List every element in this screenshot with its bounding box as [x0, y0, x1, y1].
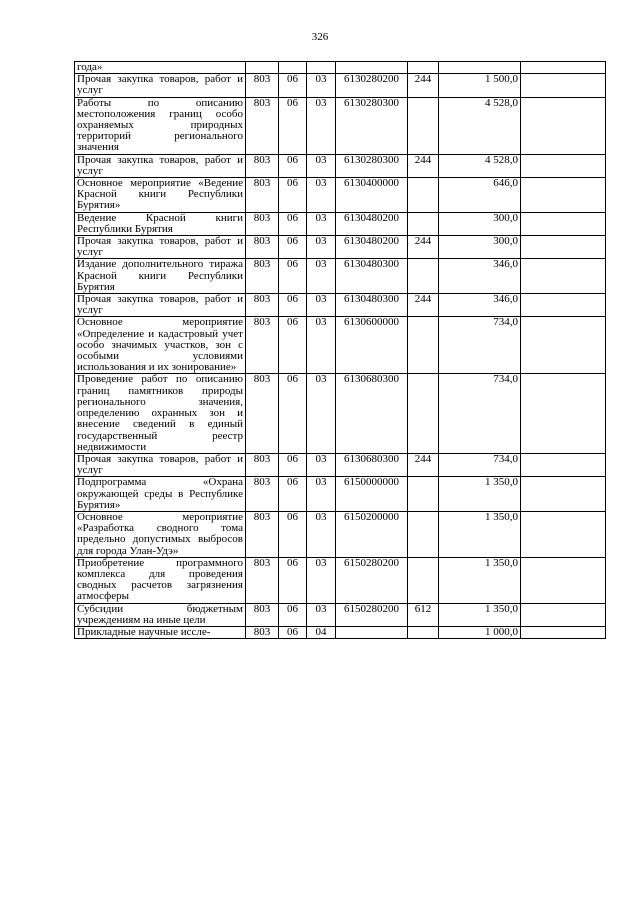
row-vr-cell: 244 — [408, 154, 439, 177]
row-rz-cell: 06 — [279, 178, 307, 213]
row-vr-cell: 244 — [408, 294, 439, 317]
row-name-cell: Проведение работ по описанию границ памятников природы регионального значения, определению охранных зон и внесение сведений в единый государственный реестр недвижимости — [75, 374, 246, 453]
row-pr-cell: 03 — [307, 557, 336, 603]
row-rz-cell: 06 — [279, 511, 307, 557]
row-gr-cell: 803 — [246, 477, 279, 512]
row-vr-cell — [408, 374, 439, 453]
row-extra-cell — [521, 154, 606, 177]
row-name-cell: года» — [75, 62, 246, 74]
row-csr-cell — [336, 626, 408, 638]
table-row — [75, 511, 606, 557]
page-number: 326 — [311, 31, 329, 43]
row-sum-cell: 4 528,0 — [439, 154, 521, 177]
row-sum-cell — [439, 62, 521, 74]
row-gr-cell: 803 — [246, 626, 279, 638]
table-row — [75, 603, 606, 626]
row-vr-cell — [408, 477, 439, 512]
row-extra-cell — [521, 626, 606, 638]
row-csr-cell: 6130280300 — [336, 97, 408, 154]
row-pr-cell: 03 — [307, 154, 336, 177]
row-name-cell: Издание дополнительного тиража Красной книги Республики Бурятия — [75, 259, 246, 294]
row-pr-cell: 03 — [307, 511, 336, 557]
row-csr-cell: 6150000000 — [336, 477, 408, 512]
budget-table — [74, 61, 606, 639]
row-gr-cell: 803 — [246, 294, 279, 317]
row-vr-cell — [408, 511, 439, 557]
row-csr-cell: 6150280200 — [336, 603, 408, 626]
row-csr-cell: 6130480200 — [336, 212, 408, 235]
table-row — [75, 62, 606, 74]
table-row — [75, 317, 606, 374]
table-row — [75, 294, 606, 317]
row-pr-cell: 03 — [307, 453, 336, 476]
row-extra-cell — [521, 453, 606, 476]
row-extra-cell — [521, 236, 606, 259]
row-vr-cell — [408, 178, 439, 213]
table-row — [75, 97, 606, 154]
row-extra-cell — [521, 178, 606, 213]
row-name-cell: Прочая закупка товаров, работ и услуг — [75, 74, 246, 97]
row-csr-cell: 6150200000 — [336, 511, 408, 557]
row-pr-cell: 03 — [307, 97, 336, 154]
table-row — [75, 477, 606, 512]
row-csr-cell: 6130280200 — [336, 74, 408, 97]
budget-table-body — [75, 62, 606, 639]
row-vr-cell — [408, 557, 439, 603]
row-sum-cell: 734,0 — [439, 317, 521, 374]
row-sum-cell: 734,0 — [439, 453, 521, 476]
row-extra-cell — [521, 603, 606, 626]
row-csr-cell: 6130480200 — [336, 236, 408, 259]
row-gr-cell: 803 — [246, 374, 279, 453]
row-pr-cell: 03 — [307, 74, 336, 97]
row-sum-cell: 300,0 — [439, 212, 521, 235]
row-vr-cell: 244 — [408, 236, 439, 259]
table-row — [75, 154, 606, 177]
row-pr-cell: 03 — [307, 317, 336, 374]
row-sum-cell: 1 350,0 — [439, 603, 521, 626]
row-vr-cell — [408, 626, 439, 638]
table-row — [75, 557, 606, 603]
row-sum-cell: 646,0 — [439, 178, 521, 213]
row-gr-cell: 803 — [246, 557, 279, 603]
row-pr-cell: 03 — [307, 212, 336, 235]
row-name-cell: Прочая закупка товаров, работ и услуг — [75, 236, 246, 259]
row-gr-cell: 803 — [246, 212, 279, 235]
row-gr-cell: 803 — [246, 259, 279, 294]
row-extra-cell — [521, 212, 606, 235]
row-vr-cell — [408, 317, 439, 374]
row-gr-cell: 803 — [246, 603, 279, 626]
row-sum-cell: 1 350,0 — [439, 511, 521, 557]
row-name-cell: Работы по описанию местоположения границ особо охраняемых природных территорий регионального значения — [75, 97, 246, 154]
row-name-cell: Прикладные научные иссле- — [75, 626, 246, 638]
row-name-cell: Прочая закупка товаров, работ и услуг — [75, 453, 246, 476]
row-extra-cell — [521, 294, 606, 317]
row-sum-cell: 1 500,0 — [439, 74, 521, 97]
row-sum-cell: 300,0 — [439, 236, 521, 259]
row-gr-cell: 803 — [246, 453, 279, 476]
table-row — [75, 236, 606, 259]
row-csr-cell: 6130600000 — [336, 317, 408, 374]
row-rz-cell: 06 — [279, 259, 307, 294]
row-rz-cell: 06 — [279, 317, 307, 374]
row-vr-cell — [408, 97, 439, 154]
row-vr-cell: 612 — [408, 603, 439, 626]
row-rz-cell — [279, 62, 307, 74]
row-rz-cell: 06 — [279, 74, 307, 97]
row-gr-cell: 803 — [246, 511, 279, 557]
row-sum-cell: 346,0 — [439, 259, 521, 294]
row-name-cell: Субсидии бюджетным учреждениям на иные цели — [75, 603, 246, 626]
row-rz-cell: 06 — [279, 374, 307, 453]
row-name-cell: Приобретение программного комплекса для проведения сводных расчетов загрязнения атмосферы — [75, 557, 246, 603]
table-row — [75, 178, 606, 213]
row-gr-cell: 803 — [246, 74, 279, 97]
row-gr-cell — [246, 62, 279, 74]
row-extra-cell — [521, 74, 606, 97]
row-csr-cell — [336, 62, 408, 74]
row-gr-cell: 803 — [246, 97, 279, 154]
row-rz-cell: 06 — [279, 294, 307, 317]
row-gr-cell: 803 — [246, 178, 279, 213]
row-rz-cell: 06 — [279, 212, 307, 235]
row-sum-cell: 4 528,0 — [439, 97, 521, 154]
row-name-cell: Подпрограмма «Охрана окружающей среды в Республике Бурятия» — [75, 477, 246, 512]
row-extra-cell — [521, 557, 606, 603]
row-csr-cell: 6150280200 — [336, 557, 408, 603]
row-vr-cell — [408, 259, 439, 294]
row-rz-cell: 06 — [279, 97, 307, 154]
row-extra-cell — [521, 317, 606, 374]
row-name-cell: Ведение Красной книги Республики Бурятия — [75, 212, 246, 235]
row-pr-cell: 03 — [307, 477, 336, 512]
row-csr-cell: 6130480300 — [336, 294, 408, 317]
row-name-cell: Основное мероприятие «Ведение Красной книги Республики Бурятия» — [75, 178, 246, 213]
row-name-cell: Прочая закупка товаров, работ и услуг — [75, 154, 246, 177]
table-row — [75, 453, 606, 476]
row-pr-cell: 03 — [307, 603, 336, 626]
row-csr-cell: 6130280300 — [336, 154, 408, 177]
row-rz-cell: 06 — [279, 603, 307, 626]
table-row — [75, 259, 606, 294]
row-name-cell: Основное мероприятие «Определение и кадастровый учет особо значимых участков, зон с особыми условиями использования и их зонирование» — [75, 317, 246, 374]
row-vr-cell — [408, 62, 439, 74]
row-csr-cell: 6130680300 — [336, 374, 408, 453]
row-vr-cell: 244 — [408, 453, 439, 476]
row-extra-cell — [521, 374, 606, 453]
row-extra-cell — [521, 477, 606, 512]
row-rz-cell: 06 — [279, 453, 307, 476]
row-pr-cell — [307, 62, 336, 74]
row-csr-cell: 6130400000 — [336, 178, 408, 213]
row-gr-cell: 803 — [246, 317, 279, 374]
table-row — [75, 74, 606, 97]
row-gr-cell: 803 — [246, 236, 279, 259]
row-rz-cell: 06 — [279, 154, 307, 177]
row-pr-cell: 04 — [307, 626, 336, 638]
row-gr-cell: 803 — [246, 154, 279, 177]
row-sum-cell: 1 350,0 — [439, 557, 521, 603]
row-name-cell: Основное мероприятие «Разработка сводного тома предельно допустимых выбросов для города Улан-Удэ» — [75, 511, 246, 557]
table-row — [75, 212, 606, 235]
row-sum-cell: 346,0 — [439, 294, 521, 317]
row-rz-cell: 06 — [279, 477, 307, 512]
row-extra-cell — [521, 259, 606, 294]
row-pr-cell: 03 — [307, 374, 336, 453]
row-pr-cell: 03 — [307, 294, 336, 317]
table-row — [75, 626, 606, 638]
row-name-cell: Прочая закупка товаров, работ и услуг — [75, 294, 246, 317]
row-extra-cell — [521, 97, 606, 154]
row-rz-cell: 06 — [279, 626, 307, 638]
row-sum-cell: 1 000,0 — [439, 626, 521, 638]
row-vr-cell — [408, 212, 439, 235]
row-rz-cell: 06 — [279, 557, 307, 603]
row-pr-cell: 03 — [307, 236, 336, 259]
row-pr-cell: 03 — [307, 259, 336, 294]
row-extra-cell — [521, 62, 606, 74]
row-csr-cell: 6130480300 — [336, 259, 408, 294]
row-sum-cell: 1 350,0 — [439, 477, 521, 512]
table-row — [75, 374, 606, 453]
row-csr-cell: 6130680300 — [336, 453, 408, 476]
row-pr-cell: 03 — [307, 178, 336, 213]
row-vr-cell: 244 — [408, 74, 439, 97]
row-sum-cell: 734,0 — [439, 374, 521, 453]
row-rz-cell: 06 — [279, 236, 307, 259]
row-extra-cell — [521, 511, 606, 557]
